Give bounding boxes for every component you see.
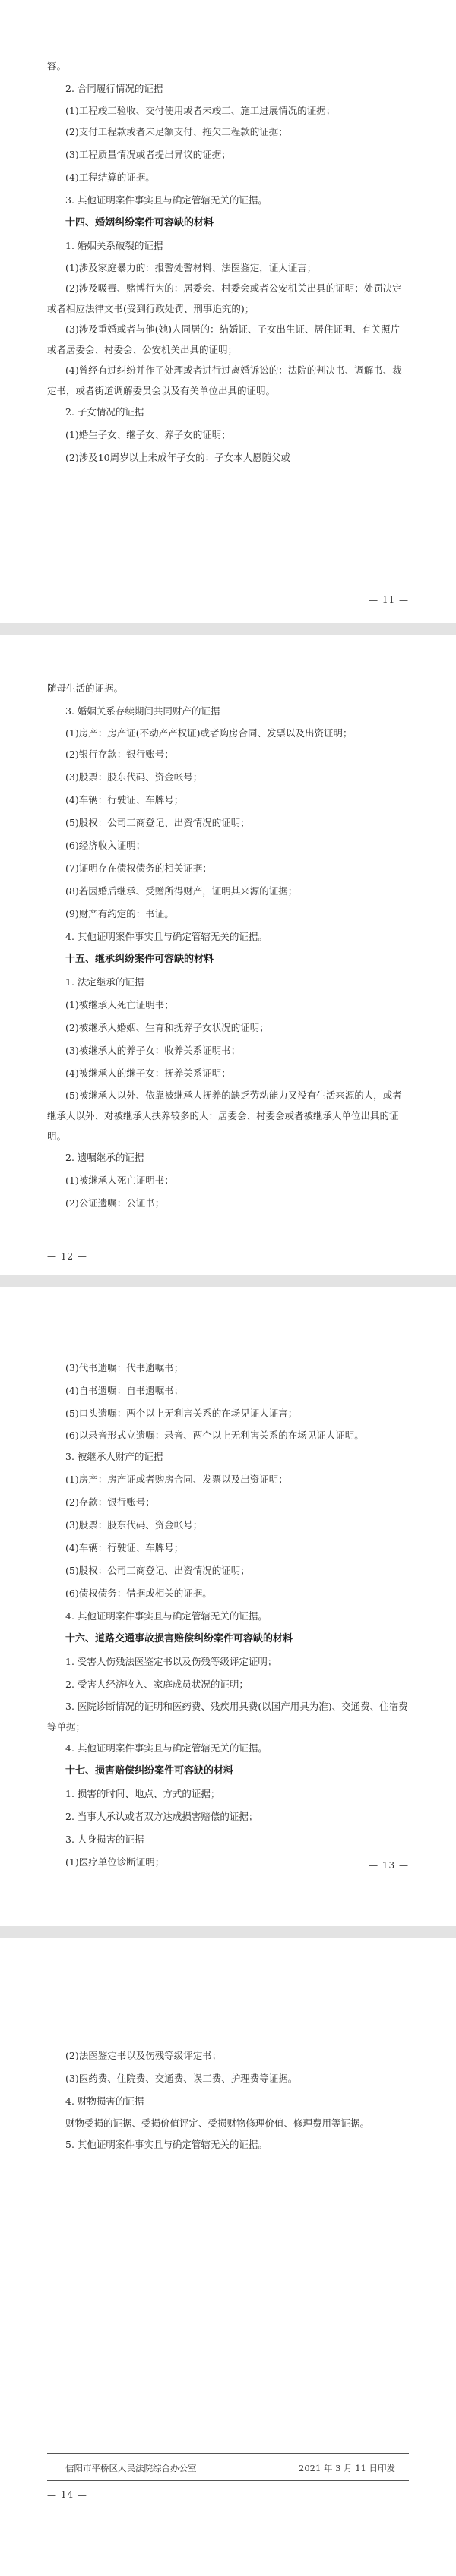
page-12-body: [47, 677, 409, 1215]
paragraph-line: (2)支付工程款或者未足额支付、拖欠工程款的证据；: [65, 126, 288, 137]
paragraph-line: (1)房产：房产证或者购房合同、发票以及出资证明；: [65, 1474, 288, 1485]
page-number: — 11 —: [369, 594, 409, 605]
paragraph-line: (4)被继承人的继子女：抚养关系证明；: [65, 1067, 231, 1079]
issue-date: 2021 年 3 月 11 日印发: [299, 2463, 395, 2474]
paragraph-line: (2)涉及吸毒、赌博行为的：居委会、村委会或者公安机关出具的证明；处罚决定或者相应法律文书(受到行政处罚、刑事追究的)；: [47, 282, 402, 314]
paragraph-line: 1. 法定继承的证据: [65, 976, 144, 988]
paragraph-line: 2. 受害人经济收入、家庭成员状况的证明；: [65, 1679, 249, 1690]
paragraph-line: (3)医药费、住院费、交通费、误工费、护理费等证据。: [65, 2073, 298, 2084]
page-number: — 12 —: [47, 1251, 87, 1262]
paragraph-line: (5)口头遗嘱：两个以上无利害关系的在场见证人证言；: [65, 1408, 298, 1419]
paragraph-line: 2. 合同履行情况的证据: [65, 83, 163, 94]
paragraph-line: (1)涉及家庭暴力的：报警处警材料、法医鉴定，证人证言；: [65, 262, 317, 273]
paragraph-line: 3. 医院诊断情况的证明和医药费、残疾用具费(以国产用具为准)、交通费、住宿费等单据；: [47, 1701, 408, 1733]
paragraph-line: (7)证明存在债权债务的相关证据；: [65, 862, 212, 874]
document-page-12: [0, 635, 456, 1275]
paragraph-line: (9)财产有约定的：书证。: [65, 908, 174, 919]
paragraph-line: (5)股权：公司工商登记、出资情况的证明；: [65, 817, 250, 828]
document-page-11: [0, 0, 456, 623]
paragraph-line: (4)车辆：行驶证、车牌号；: [65, 794, 184, 806]
paragraph-line: (4)工程结算的证据。: [65, 172, 155, 183]
paragraph-line: (1)婚生子女、继子女、养子女的证明；: [65, 429, 231, 440]
paragraph-line: 3. 被继承人财产的证据: [65, 1451, 163, 1462]
paragraph-line: (3)被继承人的养子女：收养关系证明书；: [65, 1045, 241, 1056]
paragraph-line: (2)存款：银行账号；: [65, 1496, 155, 1508]
paragraph-line: (2)法医鉴定书以及伤残等级评定书；: [65, 2050, 222, 2061]
page-14-body: [47, 2045, 409, 2156]
paragraph-line: 1. 受害人伤残法医鉴定书以及伤残等级评定证明；: [65, 1656, 277, 1667]
issuance-footer: [47, 2462, 409, 2474]
section-heading: 十七、损害赔偿纠纷案件可容缺的材料: [65, 1765, 234, 1777]
paragraph-line: (2)银行存款：银行账号；: [65, 749, 174, 760]
paragraph-line: (6)经济收入证明；: [65, 840, 146, 851]
issuer-name: 信阳市平桥区人民法院综合办公室: [65, 2463, 197, 2474]
paragraph-line: (3)涉及重婚或者与他(她)人同居的：结婚证、子女出生证、居住证明、有关照片或者居委会、村委会、公安机关出具的证明；: [47, 323, 400, 355]
paragraph-line: 3. 婚姻关系存续期间共同财产的证据: [65, 705, 220, 717]
paragraph-line: (3)工程质量情况或者提出异议的证据；: [65, 149, 231, 160]
paragraph-line: 1. 婚姻关系破裂的证据: [65, 240, 163, 251]
paragraph-line: (1)被继承人死亡证明书；: [65, 999, 174, 1011]
paragraph-line: 容。: [47, 60, 67, 71]
paragraph-line: (6)债权债务：借据或相关的证据。: [65, 1588, 212, 1599]
footer-bottom-rule: [47, 2480, 409, 2481]
page-13-body: [47, 1357, 409, 1874]
paragraph-line: 4. 其他证明案件事实且与确定管辖无关的证据。: [65, 1742, 268, 1754]
paragraph-line: 3. 人身损害的证据: [65, 1833, 144, 1845]
paragraph-line: (4)曾经有过纠纷并作了处理或者进行过离婚诉讼的：法院的判决书、调解书、裁定书，或者街道调解委员会以及有关单位出具的证明。: [47, 364, 402, 396]
paragraph-line: (2)被继承人婚姻、生育和抚养子女状况的证明；: [65, 1022, 269, 1033]
paragraph-line: (3)股票：股东代码、资金帐号；: [65, 771, 203, 783]
section-heading: 十四、婚姻纠纷案件可容缺的材料: [65, 217, 214, 229]
paragraph-line: 3. 其他证明案件事实且与确定管辖无关的证据。: [65, 194, 268, 206]
paragraph-line: (2)涉及10周岁以上未成年子女的：子女本人愿随父或: [65, 452, 291, 463]
paragraph-line: (8)若因婚后继承、受赠所得财产，证明其来源的证据；: [65, 885, 298, 897]
section-heading: 十六、道路交通事故损害赔偿纠纷案件可容缺的材料: [65, 1633, 293, 1644]
page-11-body: [47, 55, 409, 469]
paragraph-line: 5. 其他证明案件事实且与确定管辖无关的证据。: [65, 2139, 268, 2150]
document-page-13: [0, 1287, 456, 1926]
paragraph-line: (1)房产：房产证(不动产产权证)或者购房合同、发票以及出资证明；: [65, 727, 353, 739]
section-heading: 十五、继承纠纷案件可容缺的材料: [65, 954, 214, 965]
paragraph-line: 2. 遗嘱继承的证据: [65, 1152, 144, 1163]
paragraph-line: 2. 子女情况的证据: [65, 406, 144, 418]
paragraph-line: 2. 当事人承认或者双方达成损害赔偿的证据；: [65, 1811, 258, 1822]
paragraph-line: (3)代书遗嘱：代书遗嘱书；: [65, 1362, 184, 1373]
paragraph-line: 4. 其他证明案件事实且与确定管辖无关的证据。: [65, 1610, 268, 1622]
paragraph-line: (4)车辆：行驶证、车牌号；: [65, 1542, 184, 1553]
paragraph-line: (3)股票：股东代码、资金帐号；: [65, 1519, 203, 1531]
paragraph-line: (6)以录音形式立遗嘱：录音、两个以上无利害关系的在场见证人证明。: [65, 1430, 364, 1441]
paragraph-line: 财物受损的证据、受损价值评定、受损财物修理价值、修理费用等证据。: [65, 2117, 370, 2129]
paragraph-line: (1)医疗单位诊断证明；: [65, 1856, 165, 1868]
footer-top-rule: [47, 2453, 409, 2454]
paragraph-line: 随母生活的证据。: [47, 683, 124, 694]
paragraph-line: (4)自书遗嘱：自书遗嘱书；: [65, 1385, 184, 1396]
page-number: — 13 —: [369, 1860, 409, 1871]
paragraph-line: (5)股权：公司工商登记、出资情况的证明；: [65, 1565, 250, 1576]
paragraph-line: 4. 财物损害的证据: [65, 2095, 144, 2107]
paragraph-line: (2)公证遗嘱：公证书；: [65, 1197, 165, 1209]
document-page-14: [0, 1938, 456, 2576]
paragraph-line: 1. 损害的时间、地点、方式的证据；: [65, 1788, 220, 1799]
paragraph-line: 4. 其他证明案件事实且与确定管辖无关的证据。: [65, 931, 268, 942]
page-number: — 14 —: [47, 2489, 87, 2500]
paragraph-line: (1)工程竣工验收、交付使用或者未竣工、施工进展情况的证据；: [65, 105, 336, 116]
paragraph-line: (5)被继承人以外、依靠被继承人抚养的缺乏劳动能力又没有生活来源的人，或者继承人以外、对被继承人扶养较多的人：居委会、村委会或者被继承人单位出具的证明。: [47, 1089, 402, 1142]
paragraph-line: (1)被继承人死亡证明书；: [65, 1174, 174, 1186]
